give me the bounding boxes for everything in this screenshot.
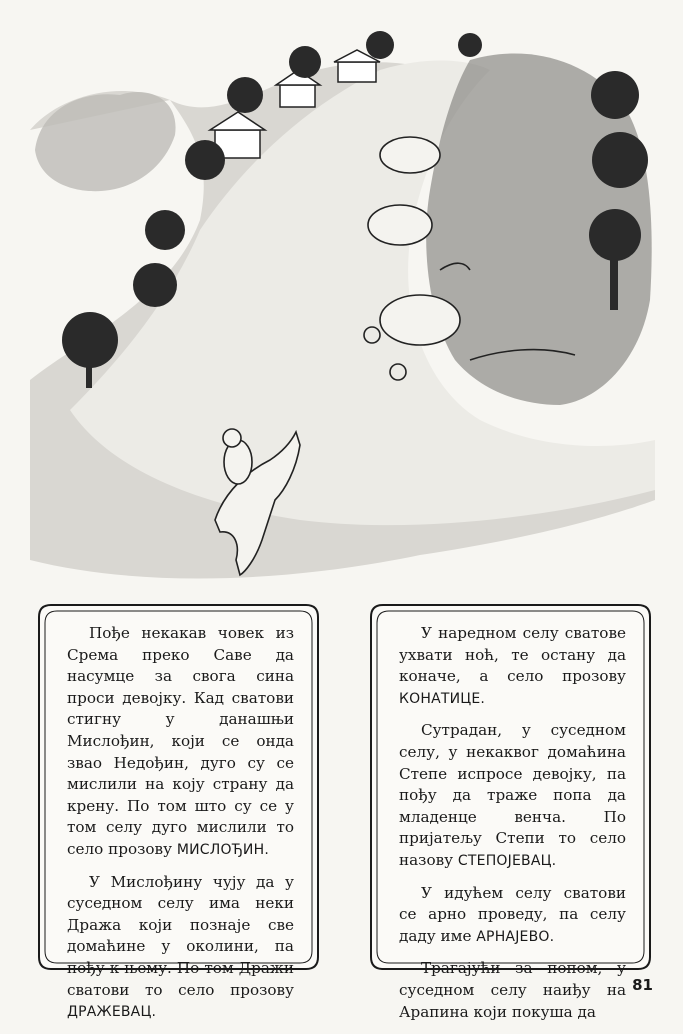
- page-number: 81: [632, 976, 653, 994]
- paragraph: Пође некакав човек из Срема преко Саве да насумце за свога сина проси девојку. Кад сватови стигну у данашњи Мислођин, који се онда звао Недођин, дуго су се мислили на коју страну да крену. По том што су се у том селу дуго мислили то село прозову МИСЛОЂИН.: [67, 624, 294, 858]
- left-text-panel: [37, 603, 320, 1021]
- right-panel-text: [399, 623, 626, 1034]
- paragraph: У идућем селу сватови се арно проведу, па селу даду име АРНАЈЕВО.: [399, 883, 626, 945]
- left-panel-text: [67, 623, 294, 1034]
- paragraph: У Мислођину чују да у суседном селу има неки Дража који познаје све домаћине у околини, па пођу к њему. По том Дражи сватови то село прозову ДРАЖЕВАЦ.: [67, 872, 294, 1021]
- paragraph: Сутрадан, у суседном селу, у некаквог домаћина Степе испросе девојку, па пођу да траже попа да младенце венча. По пријатељу Степи то село назову СТЕПОЈЕВАЦ.: [399, 721, 626, 869]
- paragraph: Трагајући за попом, у суседном селу наиђу на Арапина који покуша да: [399, 959, 626, 1021]
- cloud-shape: [35, 92, 176, 191]
- paragraph: У наредном селу сватове ухвати ноћ, те остану да коначе, а село прозову КОНАТИЦЕ.: [399, 624, 626, 707]
